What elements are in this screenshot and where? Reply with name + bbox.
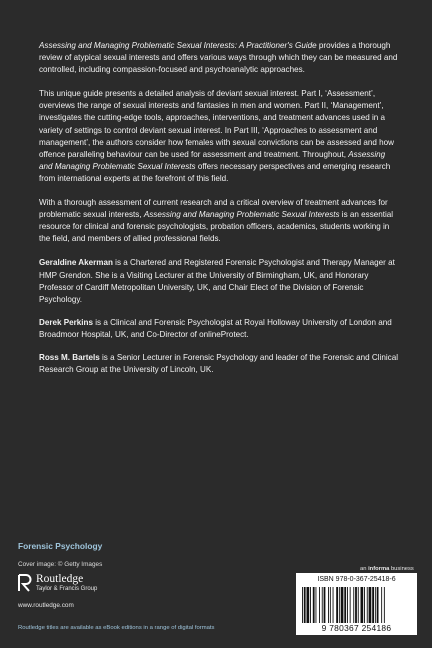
ebook-note: Routledge titles are available as eBook editions in a range of digital formats xyxy=(18,625,215,631)
book-title: Assessing and Managing Problematic Sexual Interests xyxy=(39,149,386,171)
publisher-logo xyxy=(18,574,97,592)
description-paragraph-3: With a thorough assessment of current research and a critical overview of treatment advances for problematic sexual interests, Assessing and Managing Problematic Sexual Interests is an essential resource for clinical and forensic psychologists, probation officers, academics, students working in the field, and members of allied professional fields. xyxy=(39,198,394,244)
barcode-icon xyxy=(302,587,411,623)
publisher-group: Taylor & Francis Group xyxy=(36,586,98,592)
author-name: Derek Perkins xyxy=(39,317,93,327)
author-bio: Ross M. Bartels is a Senior Lecturer in Forensic Psychology and leader of the Forensic and Clinical Research Group at the University of Lincoln, UK. xyxy=(39,352,399,375)
publisher-website: www.routledge.com xyxy=(18,602,74,609)
description-paragraph-2: This unique guide presents a detailed analysis of deviant sexual interest. Part I, ‘Assessment’, overviews the range of sexual interests and fantasies in men and women. Part II, ‘Management’, investigates the cutting-edge tools, approaches, interventions, and treatment advances used in a variety of settings to control deviant sexual interest. In Part III, ‘Approaches to assessment and management’, the authors consider how females with sexual convictions can be assessed and how offence paralleling behaviour can be used for assessment and treatment. Throughout, Assessing and Managing Problematic Sexual Interests offers necessary perspectives and emerging research from international experts at the forefront of this field. xyxy=(39,89,394,183)
barcode-digits: 9 780367 254186 xyxy=(321,623,392,633)
publisher-name: Routledge xyxy=(36,573,84,585)
description-paragraph-1: Assessing and Managing Problematic Sexual Interests: A Practitioner's Guide provides a thorough review of atypical sexual interests and offers various ways through which they can be measured and controlled, including compassion-focused and psychoanalytic approaches. xyxy=(39,41,398,75)
book-title: Assessing and Managing Problematic Sexual Interests xyxy=(143,210,340,220)
author-bio: Derek Perkins is a Clinical and Forensic Psychologist at Royal Holloway University of London and Broadmoor Hospital, UK, and Co-Director of onlineProtect. xyxy=(39,317,392,339)
subject-category: Forensic Psychology xyxy=(18,541,103,551)
informa-business-label: an informa business xyxy=(360,566,414,572)
book-title: Assessing and Managing Problematic Sexual Interests: A Practitioner's Guide xyxy=(39,41,317,50)
cover-image-credit: Cover image: © Getty Images xyxy=(18,561,103,568)
back-cover-text xyxy=(39,40,399,387)
routledge-logo-icon xyxy=(18,574,32,592)
barcode-box xyxy=(296,573,417,635)
isbn-number: ISBN 978-0-367-25418-6 xyxy=(317,576,396,583)
author-bio: Geraldine Akerman is a Chartered and Registered Forensic Psychologist and Therapy Manager at HMP Grendon. She is a Visiting Lecturer at the University of Birmingham, UK, and Honorary Professor of Cardiff Metropolitan University, UK, and Chair Elect of the Division of Forensic Psychology. xyxy=(39,258,395,304)
author-name: Geraldine Akerman xyxy=(39,258,113,268)
author-name: Ross M. Bartels xyxy=(39,352,100,362)
